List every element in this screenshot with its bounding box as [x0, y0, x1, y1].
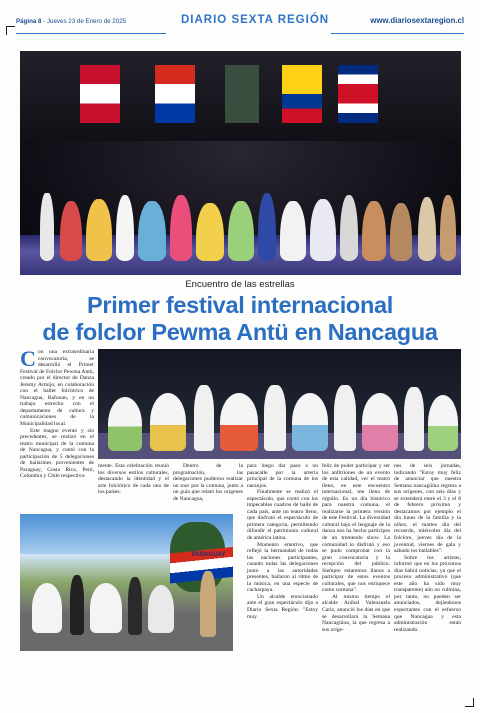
stage-dancers-photo — [98, 349, 461, 459]
dancer — [334, 385, 356, 451]
flag-colombia — [282, 65, 322, 123]
dropcap: C — [20, 346, 36, 371]
parade-photo — [20, 514, 233, 651]
article-column: Con una extraordinaria convocatoria, se desarrolló el Primer Festival de Folclor Pewma Antü, creado por el director de Danza Jeremy Armijo, en colaboración con el ballet folclórico de Nancagua, Bafonan, y en un trabajo estrecho con el departamento de cultura y comunicaciones de la Municipalidad local. Este magno evento y sin precedentes, se realizó en el teatro municipal de la comuna de Nancagua, y contó con la participación de 5 delegaciones de bailarines provenientes de Paraguay, Costa Rica, Perú, Colombia y Chile respectiva- — [20, 346, 94, 480]
dancer — [428, 395, 458, 451]
headline-line: Primer festival internacional — [86, 292, 394, 318]
article-column: mente. Esta celebración reunió los diversos estilos culturales, destacando la identidad y el arte folclórico de cada uno de los países. — [98, 463, 169, 496]
dancer — [196, 203, 224, 261]
dancer — [148, 585, 174, 633]
dancer — [280, 201, 306, 261]
issue-date: - Jueves 23 de Enero de 2025 — [41, 18, 127, 25]
page-header — [16, 14, 464, 38]
dancer — [70, 575, 84, 635]
dancer — [116, 195, 134, 261]
flag-peru — [80, 65, 120, 123]
dancer — [418, 197, 436, 261]
dancer — [258, 193, 276, 261]
dancer — [340, 195, 358, 261]
dancer — [194, 385, 214, 451]
flag-paraguay — [155, 65, 195, 123]
headline-line: de folclor Pewma Antü en Nancagua — [42, 319, 438, 345]
dancer — [220, 393, 258, 451]
dancer — [310, 199, 336, 261]
publication-name: DIARIO SEXTA REGIÓN — [181, 14, 330, 26]
article-kicker: Encuentro de las estrellas — [185, 279, 295, 290]
paraguay-banner-text: PARAGUAY — [192, 552, 226, 558]
corner-mark-bottom — [465, 698, 474, 707]
dancer — [128, 577, 142, 635]
header-rule-left — [16, 33, 166, 34]
header-rule-right — [331, 33, 464, 34]
flag-costa-rica — [338, 65, 378, 123]
flag-banner — [225, 65, 259, 123]
dancer — [90, 583, 122, 633]
dancer — [138, 201, 166, 261]
article-column: Dentro de la programación, las delegaciones pudieron realizar un tour por la comuna, junto a un guía que relató los orígenes de Nancagua, — [173, 463, 243, 502]
dancer — [362, 201, 386, 261]
hero-photo — [20, 51, 461, 275]
dancer — [108, 397, 142, 451]
corner-mark-top — [6, 26, 15, 35]
dancer — [362, 393, 398, 451]
dancer — [440, 195, 456, 261]
article-column: para luego dar paso a un pasacalle por la arteria principal de la comuna de los naranjos. Finalmente se realizó el espectáculo, que contó con los impecables cuadros de baile de cada país, ante un teatro lleno, que disfrutó el espectáculo de primera categoría, permitiendo difundir el patrimonio cultural de américa latina. Momento emotivo, que reflejó la hermandad de todas las naciones participantes, cuando todas las delegaciones junto a las autoridades presentes, bailaron al ritmo de la música, en una especie de cacharpaya. Un alcalde emocionado ante el gran espectáculo dijo a Diario Sexta Región: "Estoy muy — [247, 463, 318, 620]
page-date-line — [16, 18, 126, 25]
article-headline — [0, 292, 480, 346]
article-column: feliz de poder participar y ser los anfitriones de un evento de esta calidad, ver el teatro lleno, en este encuentro internacional, me llena de orgullo. Es un día histórico para nuestra comuna, el realizarse la primera versión de este Festival. La diversidad cultural bajo el lenguaje de la danza nos ha hecho partícipes de un tremendo show. La comunidad lo disfrutó y eso se pudo comprobar con la gran convocatoria y la recepción del público. Siempre estaremos llanos a participar de estos eventos culturales, que nos enriquece como comuna". Al mismo tiempo el alcalde Aníbal Valenzuela Cariz, anunció los días en que se desarrollará la Semana Nancagüina, la que regresa a sus oríge- — [322, 463, 390, 633]
dancer — [264, 385, 286, 451]
article-column: nes de seis jornadas, indicando "Estoy muy feliz de anunciar que nuestra Semana nancagüina regresa a sus orígenes, con seis días y se extenderá entre el 3 y el 8 de febrero próximo y destacamos por ejemplo el día lunes de la familia y la niñez, el martes día del recuerdo, miércoles día del folclore, jueves día de la juventud, viernes de gala y sábado los bailables". Sobre los artistas, informó que en los próximos días habrá noticias, ya que el proceso administrativo (que este año ha sido muy transparente) aún no culmina, por tanto, no pueden ser anunciados, dejándonos expectantes con el esfuerzo que Nancagua y esta administración están realizando. — [394, 463, 461, 633]
dancer — [404, 387, 424, 451]
dancer — [228, 201, 254, 261]
website-url[interactable]: www.diariosextaregion.cl — [370, 16, 464, 25]
dancer — [40, 193, 54, 261]
dancer — [390, 203, 412, 261]
page-number: Página 8 — [16, 18, 42, 25]
dancer — [60, 201, 82, 261]
dancer — [86, 199, 112, 261]
dancer — [32, 583, 62, 633]
dancer — [292, 393, 328, 451]
dancer — [150, 393, 186, 451]
dancer — [170, 195, 192, 261]
dancer — [200, 571, 216, 637]
